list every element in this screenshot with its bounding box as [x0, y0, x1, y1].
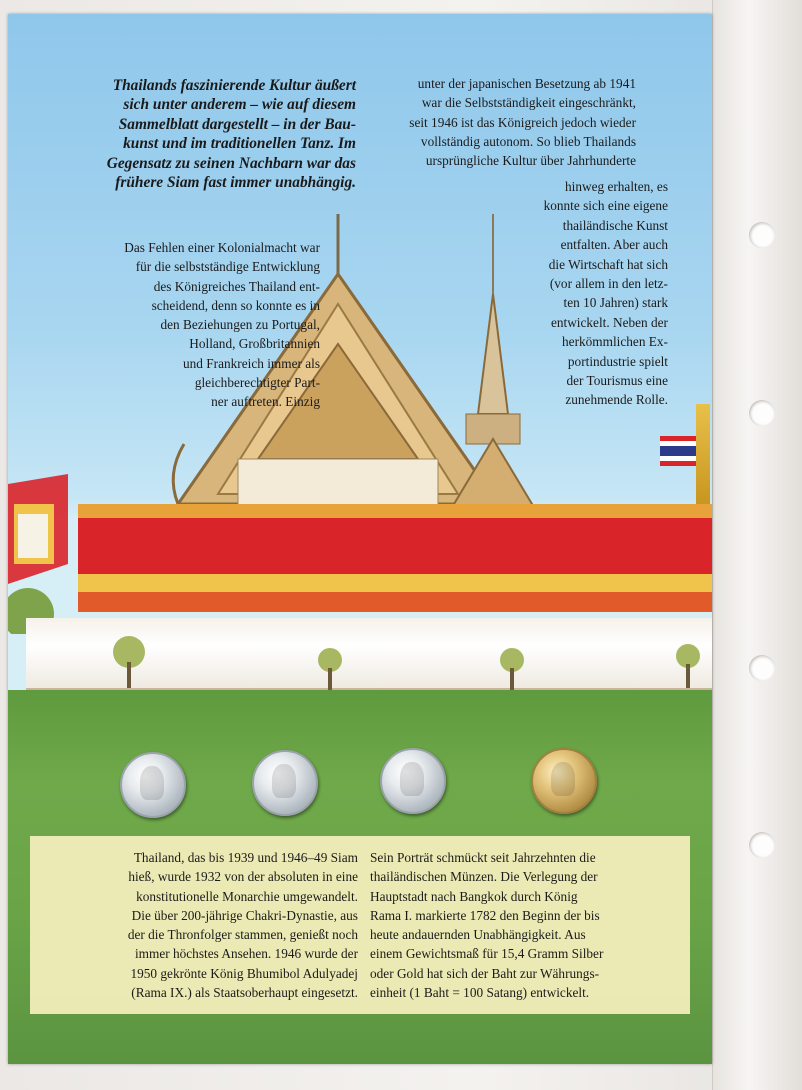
collector-sheet [8, 14, 712, 1064]
text-line: der Tourismus eine [566, 373, 668, 389]
intro-text [44, 76, 356, 192]
right-column-bottom-text [478, 177, 668, 410]
text-line: oder Gold hat sich der Baht zur Währungs- [370, 965, 600, 981]
king-portrait-icon [140, 766, 164, 800]
text-line: Rama I. markierte 1782 den Beginn der bis [370, 907, 600, 923]
text-line: (vor allem in den letz- [549, 276, 668, 292]
text-line: des Königreiches Thailand ent- [153, 278, 320, 294]
text-line: (Rama IX.) als Staatsoberhaupt eingesetzt. [131, 985, 358, 1001]
text-line: entwickelt. Neben der [550, 314, 668, 330]
tree-icon [104, 632, 154, 688]
text-line: hinweg erhalten, es [564, 179, 668, 194]
tree-icon [310, 644, 350, 690]
text-line: seit 1946 ist das Königreich jedoch wieder [409, 114, 636, 130]
text-line: der die Thronfolger stammen, genießt noch [127, 927, 358, 943]
coin-silver-2 [252, 750, 318, 816]
text-line: scheidend, denn so konnte es in [151, 297, 320, 313]
text-line: einheit (1 Baht = 100 Satang) entwickelt. [370, 985, 590, 1001]
intro-line: kunst und im traditionellen Tanz. Im [123, 135, 356, 153]
text-line: Sein Porträt schmückt seit Jahrzehnten die [370, 850, 596, 865]
text-line: die Wirtschaft hat sich [548, 256, 668, 272]
text-line: entfalten. Aber auch [560, 237, 668, 253]
coin-silver-3 [380, 748, 446, 814]
king-portrait-icon [272, 764, 296, 798]
right-column-top-text [368, 74, 636, 170]
text-line: 1950 gekrönte König Bhumibol Adulyadej [130, 965, 358, 981]
wall-band-yellow [78, 574, 712, 592]
thai-flag-icon [660, 436, 700, 468]
text-line: thailändischen Münzen. Die Verlegung der [370, 869, 598, 885]
tree-icon [668, 640, 708, 688]
intro-line: Gegensatz zu seinen Nachbarn war das [106, 154, 356, 172]
text-line: gleichberechtigter Part- [194, 375, 320, 391]
text-line: unter der japanischen Besetzung ab 1941 [417, 76, 636, 91]
binder-hole [749, 832, 775, 858]
text-line: Das Fehlen einer Kolonialmacht war [124, 240, 320, 255]
text-line: war die Selbstständigkeit eingeschränkt, [421, 95, 636, 111]
text-line: Die über 200-jährige Chakri-Dynastie, aus [131, 907, 358, 923]
tree-icon [492, 644, 532, 690]
intro-line: Sammelblatt dargestellt – in der Bau- [118, 115, 356, 133]
text-line: für die selbstständige Entwicklung [135, 259, 320, 275]
intro-line: Thailands faszinierende Kultur äußert [112, 77, 356, 94]
intro-line: sich unter anderem – wie auf diesem [123, 96, 356, 114]
intro-line: frühere Siam fast immer unabhängig. [115, 174, 356, 192]
text-line: ursprüngliche Kultur über Jahrhunderte [425, 153, 636, 169]
info-left-text [38, 848, 358, 1002]
binder-strip [712, 0, 802, 1090]
text-line: hieß, wurde 1932 von der absoluten in eine [128, 869, 358, 885]
text-line: vollständig autonom. So blieb Thailands [420, 133, 636, 149]
binder-hole [749, 655, 775, 681]
text-line: Hauptstadt nach Bangkok durch König [370, 888, 578, 904]
text-line: den Beziehungen zu Portugal, [160, 317, 320, 333]
wall-band-red-lower [78, 592, 712, 612]
left-column-text [38, 238, 320, 412]
text-line: thailändische Kunst [562, 217, 668, 233]
binder-hole [749, 400, 775, 426]
text-line: zunehmende Rolle. [565, 392, 668, 408]
text-line: portindustrie spielt [567, 353, 668, 369]
text-line: konnte sich eine eigene [543, 198, 668, 214]
coin-gold [531, 748, 597, 814]
text-line: und Frankreich immer als [183, 355, 320, 371]
golden-spire [696, 404, 710, 504]
info-panel [30, 836, 690, 1014]
wall-band-red [78, 518, 712, 574]
text-line: immer höchstes Ansehen. 1946 wurde der [134, 946, 358, 962]
coin-silver-1 [120, 752, 186, 818]
info-right-text [370, 848, 680, 1002]
text-line: heute andauernden Unabhängigkeit. Aus [370, 927, 586, 943]
binder-hole [749, 222, 775, 248]
wall-trim-orange [78, 504, 712, 518]
text-line: Thailand, das bis 1939 und 1946–49 Siam [133, 850, 358, 865]
king-portrait-icon [551, 762, 575, 796]
text-line: einem Gewichtsmaß für 15,4 Gramm Silber [370, 946, 604, 962]
text-line: ten 10 Jahren) stark [563, 295, 668, 311]
king-portrait-icon [400, 762, 424, 796]
text-line: konstitutionelle Monarchie umgewandelt. [136, 888, 358, 904]
text-line: Holland, Großbritannien [189, 336, 320, 352]
text-line: ner auftreten. Einzig [211, 394, 320, 410]
text-line: herkömmlichen Ex- [562, 334, 668, 350]
